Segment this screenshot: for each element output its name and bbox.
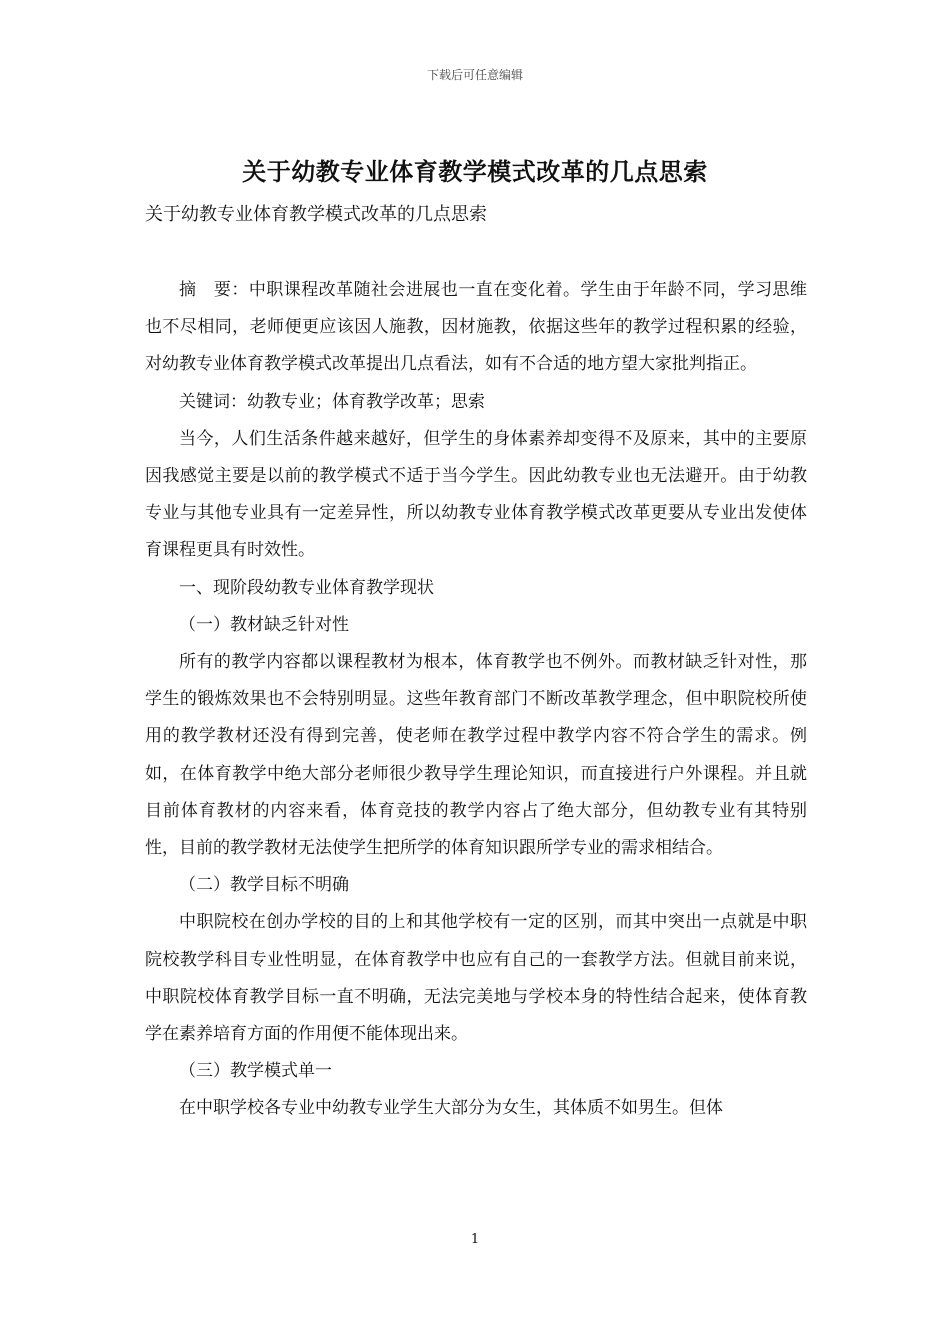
intro-paragraph: 当今，人们生活条件越来越好，但学生的身体素养却变得不及原来，其中的主要原因我感觉主要是以前的教学模式不适于当今学生。因此幼教专业也无法避开。由于幼教专业与其他专业具有一定差异性，所以幼教专业体育教学模式改革更要从专业出发使体育课程更具有时效性。 (145, 428, 807, 561)
keywords-paragraph: 关键词：幼教专业；体育教学改革；思索 (179, 391, 485, 412)
document-body (145, 272, 807, 1128)
page-header-note: 下载后可任意编辑 (426, 68, 523, 82)
subsection-heading-2: （二）教学目标不明确 (179, 875, 349, 896)
section-heading-1: 一、现阶段幼教专业体育教学现状 (179, 577, 434, 598)
subsection-heading-1: （一）教材缺乏针对性 (179, 614, 349, 635)
abstract-paragraph: 摘 要：中职课程改革随社会进展也一直在变化着。学生由于年龄不同，学习思维也不尽相同，老师便更应该因人施教，因材施教，依据这些年的教学过程积累的经验，对幼教专业体育教学模式改革提出几点看法，如有不合适的地方望大家批判指正。 (145, 280, 807, 375)
document-title: 关于幼教专业体育教学模式改革的几点思索 (242, 157, 708, 186)
body-paragraph: 在中职学校各专业中幼教专业学生大部分为女生，其体质不如男生。但体 (179, 1098, 723, 1119)
document-subtitle: 关于幼教专业体育教学模式改革的几点思索 (145, 204, 487, 225)
body-paragraph: 所有的教学内容都以课程教材为根本，体育教学也不例外。而教材缺乏针对性，那学生的锻炼效果也不会特别明显。这些年教育部门不断改革教学理念，但中职院校所使用的教学教材还没有得到完善，使老师在教学过程中教学内容不符合学生的需求。例如，在体育教学中绝大部分老师很少教导学生理论知识，而直接进行户外课程。并且就目前体育教材的内容来看，体育竞技的教学内容占了绝大部分，但幼教专业有其特别性，目前的教学教材无法使学生把所学的体育知识跟所学专业的需求相结合。 (145, 652, 807, 859)
body-paragraph: 中职院校在创办学校的目的上和其他学校有一定的区别，而其中突出一点就是中职院校教学科目专业性明显，在体育教学中也应有自己的一套教学方法。但就目前来说，中职院校体育教学目标一直不明确，无法完美地与学校本身的特性结合起来，使体育教学在素养培育方面的作用便不能体现出来。 (145, 912, 807, 1045)
page-number: 1 (470, 1232, 480, 1247)
subsection-heading-3: （三）教学模式单一 (179, 1061, 332, 1082)
